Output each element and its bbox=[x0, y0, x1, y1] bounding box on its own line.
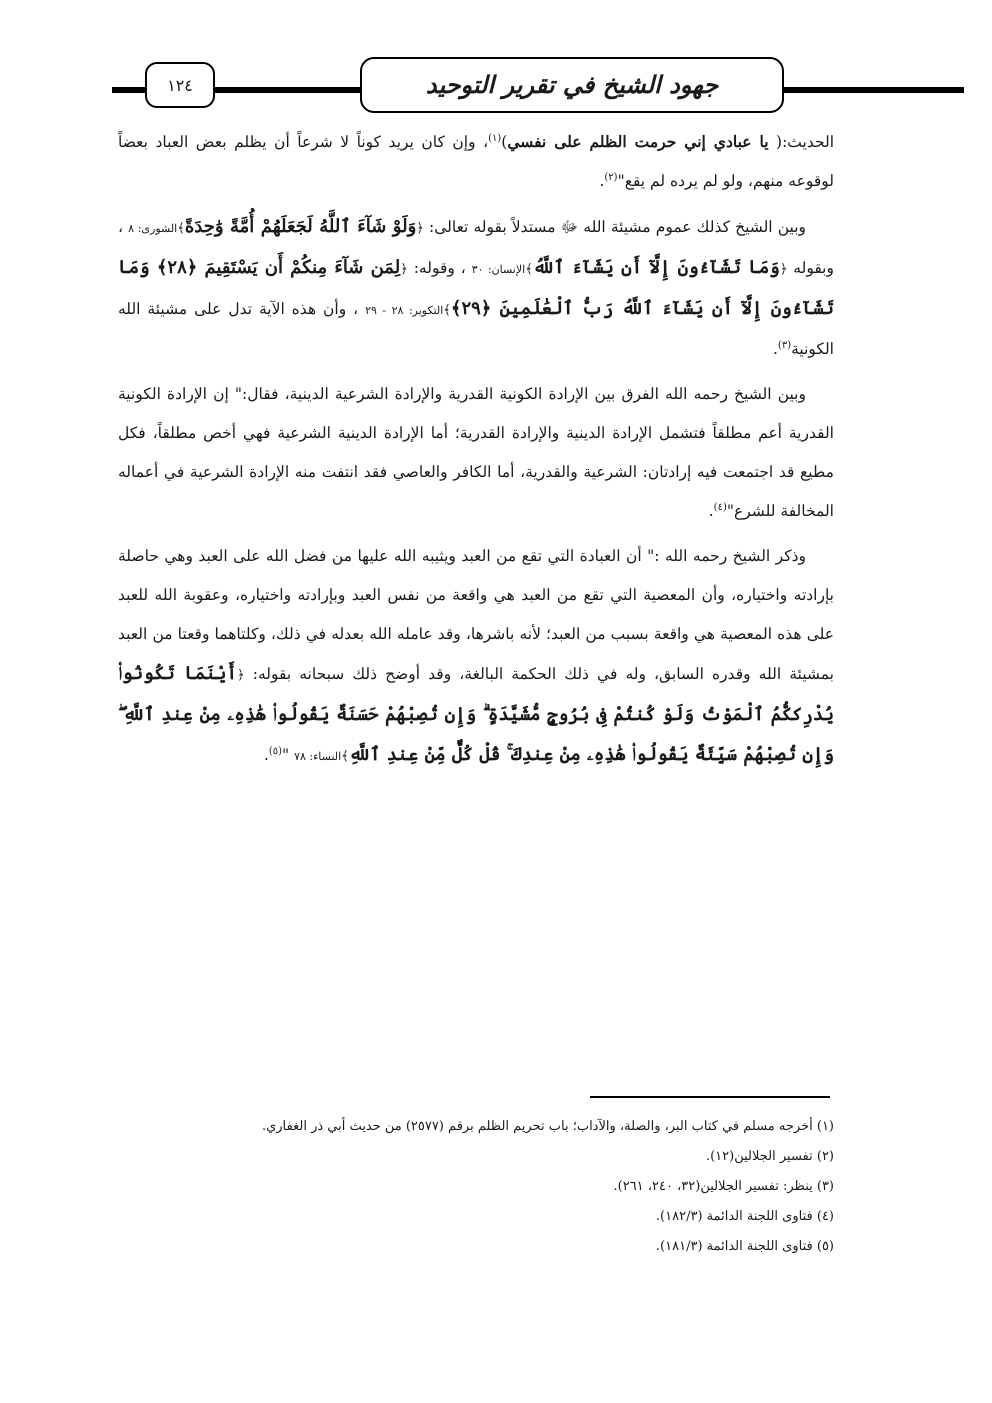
p1-text-d: ، وإن كان يريد كوناً لا شرعاً أن يظلم بعض العباد بعضاً لوقوعه منهم، ولو لم يرده لم يقع" bbox=[118, 133, 834, 190]
quran-bracket-close: ﴾ bbox=[341, 749, 349, 764]
footnote-ref-1[interactable]: (١) bbox=[488, 132, 502, 144]
p3-text-b: . bbox=[708, 502, 714, 520]
footnotes bbox=[118, 1112, 834, 1262]
p3-text-a: وبين الشيخ رحمه الله الفرق بين الإرادة الكونية القدرية والإرادة الشرعية الدينية، فقال:" إن الإرادة الكونية القدرية أعم مطلقاً فتشمل الإرادة الدينية والإرادة القدرية؛ أما الإرادة الدينية الشرعية فهي أخص مطلقاً، فكل مطيع قد اجتمعت فيه إرادتان: الشرعية والقدرية، أما الكافر والعاصي فقد انتفت منه الإرادة الشرعية في أعماله المخالفة للشرع" bbox=[118, 385, 834, 520]
verse-reference-3: التكوير: ٢٨ - ٢٩ bbox=[365, 304, 444, 317]
footnote-ref-4[interactable]: (٤) bbox=[713, 501, 727, 513]
page-title-text: جهود الشيخ في تقرير التوحيد bbox=[425, 71, 719, 99]
quran-bracket-open: ﴿ bbox=[416, 221, 424, 236]
footnote-2: (٢) تفسير الجلالين(١٢). bbox=[705, 1149, 834, 1164]
p4-text-a: وذكر الشيخ رحمه الله :" أن العبادة التي تقع من العبد ويثيبه الله عليها من فضل الله على العبد وهي حاصلة بإرادته واختياره، وأن المعصية التي تقع من العبد هي واقعة من نفس العبد وبإرادته واختياره، وعقوبة الله للعبد على هذه المعصية هي واقعة بسبب من العبد؛ لأنه باشرها، وقد عامله الله بعدله في ذلك، وكلتاهما وقعتا من العبد بمشيئة الله وقدره السابق، وله في ذلك الحكمة البالغة، وقد أوضح ذلك سبحانه بقوله: bbox=[118, 547, 834, 683]
quran-verse-2: وَمَا تَشَآءُونَ إِلَّآ أَن يَشَآءَ ٱللَّهُ bbox=[532, 257, 780, 278]
p2-text-c: ، وقوله: bbox=[407, 259, 472, 277]
footnote-ref-5[interactable]: (٥) bbox=[268, 745, 283, 757]
quran-bracket-open: ﴿ bbox=[779, 262, 788, 277]
p4-text-b: " bbox=[282, 746, 295, 764]
quran-bracket-open: ﴿ bbox=[400, 262, 408, 277]
footnote-1: (١) أخرجه مسلم في كتاب البر، والصلة، والآداب؛ باب تحريم الظلم برقم (٢٥٧٧) من حديث أبي ذر الغفاري. bbox=[261, 1119, 834, 1134]
quran-bracket-open: ﴿ bbox=[237, 668, 245, 683]
p1-text-e: . bbox=[599, 172, 605, 190]
quran-bracket-close: ﴾ bbox=[177, 221, 185, 236]
footnote-separator bbox=[590, 1096, 830, 1098]
paragraph-1 bbox=[118, 122, 834, 201]
verse-reference-2: الإنسان: ٣٠ bbox=[471, 263, 526, 276]
main-text bbox=[118, 122, 834, 782]
paragraph-3 bbox=[118, 375, 834, 531]
quran-verse-1: وَلَوْ شَآءَ ٱللَّهُ لَجَعَلَهُمْ أُمَّةً وَٰحِدَةً bbox=[184, 216, 417, 237]
page-number bbox=[145, 62, 215, 108]
footnote-4: (٤) فتاوى اللجنة الدائمة (١٨٢/٣). bbox=[655, 1209, 834, 1224]
p4-text-c: . bbox=[263, 746, 269, 764]
quran-verse-3: لِمَن شَآءَ مِنكُمْ أَن يَسْتَقِيمَ ﴿٢٨﴾ وَمَا تَشَآءُونَ إِلَّآ أَن يَشَآءَ ٱللَّهُ رَبُّ ٱلْعَٰلَمِينَ ﴿٢٩﴾ bbox=[118, 257, 834, 319]
footnote-ref-2[interactable]: (٢) bbox=[604, 171, 618, 183]
quran-bracket-close: ﴾ bbox=[525, 262, 533, 277]
footnote-5: (٥) فتاوى اللجنة الدائمة (١٨١/٣). bbox=[655, 1239, 834, 1254]
verse-reference-4: النساء: ٧٨ bbox=[294, 750, 342, 763]
paragraph-2 bbox=[118, 207, 834, 369]
quran-bracket-close: ﴾ bbox=[443, 303, 451, 318]
p1-text-c: ) bbox=[501, 133, 508, 151]
p2-text-a: وبين الشيخ كذلك عموم مشيئة الله ﷻ مستدلاً بقوله تعالى: bbox=[423, 218, 806, 236]
page-title bbox=[360, 57, 784, 113]
verse-reference-1: الشورى: ٨ bbox=[128, 222, 178, 235]
p2-text-b: ، وبقوله bbox=[118, 218, 834, 277]
hadith-quote: يا عبادي إني حرمت الظلم على نفسي bbox=[507, 132, 769, 151]
page-number-text: ١٢٤ bbox=[167, 75, 193, 95]
footnote-3: (٣) ينظر: تفسير الجلالين(٣٢، ٢٤٠، ٢٦١). bbox=[613, 1179, 834, 1194]
p2-text-e: . bbox=[772, 340, 778, 358]
p2-text-d: ، وأن هذه الآية تدل على مشيئة الله الكونية bbox=[118, 300, 834, 358]
p1-text-a: الحديث:( bbox=[768, 133, 834, 151]
paragraph-4 bbox=[118, 537, 834, 776]
quran-verse-4: أَيْنَمَا تَكُونُوا۟ يُدْرِككُّمُ ٱلْمَوْتُ وَلَوْ كُنتُمْ فِى بُرُوجٍ مُّشَيَّدَةٍ ۗ وَإِن تُصِبْهُمْ حَسَنَةٌ يَقُولُوا۟ هَٰذِهِۦ مِنْ عِندِ ٱللَّهِ ۖ وَإِن تُصِبْهُمْ سَيِّئَةٌ يَقُولُوا۟ هَٰذِهِۦ مِنْ عِندِكَ ۚ قُلْ كُلٌّ مِّنْ عِندِ ٱللَّهِ bbox=[118, 663, 834, 765]
footnote-ref-3[interactable]: (٣) bbox=[777, 339, 792, 351]
